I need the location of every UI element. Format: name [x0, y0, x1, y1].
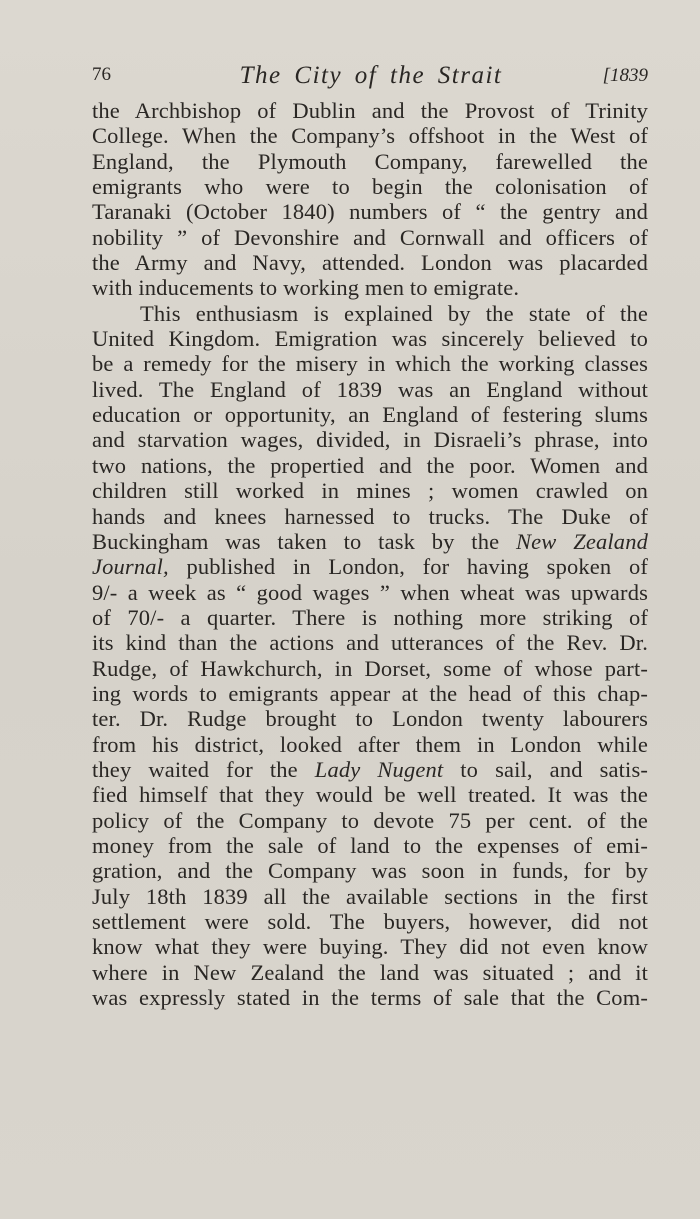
text-line [92, 554, 648, 579]
text-line: the Army and Navy, attended. London was placarded [92, 250, 648, 276]
italic-title: New Zealand [516, 528, 648, 554]
text-line: nobility ” of Devonshire and Cornwall and officers of [92, 224, 648, 250]
text-line: of 70/- a quarter. There is nothing more striking of [92, 604, 648, 630]
text-line: with inducements to working men to emigrate. [92, 275, 520, 301]
text-segment: published in London, for having spoken of [186, 554, 648, 580]
text-line: children still worked in mines ; women crawled on [92, 478, 648, 504]
running-title: The City of the Strait [239, 62, 503, 89]
text-line: This enthusiasm is explained by the state of the [140, 300, 648, 326]
text-line: money from the sale of land to the expenses of emi- [92, 832, 648, 858]
text-line: its kind than the actions and utterances of the Rev. Dr. [92, 630, 648, 656]
text-line: gration, and the Company was soon in funds, for by [92, 858, 648, 884]
text-line: settlement were sold. The buyers, however, did not [92, 909, 648, 934]
text-line: from his district, looked after them in London while [92, 731, 648, 757]
text-line: the Archbishop of Dublin and the Provost of Trinity [92, 98, 648, 123]
page-number: 76 [92, 64, 111, 85]
text-line: lived. The England of 1839 was an England without [92, 376, 648, 402]
italic-ship-name: Lady Nugent [314, 756, 444, 782]
italic-title: Journal, [92, 554, 169, 580]
text-segment: they waited for the [92, 756, 298, 782]
text-line: where in New Zealand the land was situated ; and it [92, 959, 648, 985]
text-segment: to sail, and satis- [460, 756, 648, 782]
text-line: ter. Dr. Rudge brought to London twenty labourers [92, 706, 648, 732]
text-line: United Kingdom. Emigration was sincerely believed to [92, 326, 648, 352]
running-year: [1839 [602, 65, 648, 86]
text-line: two nations, the propertied and the poor. Women and [92, 452, 648, 478]
text-line: ing words to emigrants appear at the head of this chap- [92, 680, 648, 706]
text-line: hands and knees harnessed to trucks. The Duke of [92, 503, 648, 529]
text-line: July 18th 1839 all the available sections in the first [92, 883, 648, 909]
text-line: and starvation wages, divided, in Disraeli’s phrase, into [92, 427, 648, 453]
text-line: education or opportunity, an England of festering slums [92, 402, 648, 428]
text-line: policy of the Company to devote 75 per cent. of the [92, 807, 648, 833]
text-line [92, 529, 648, 554]
text-line: Taranaki (October 1840) numbers of “ the gentry and [92, 199, 648, 225]
text-line: College. When the Company’s offshoot in the West of [92, 123, 648, 149]
body-text [92, 98, 648, 1010]
text-line: emigrants who were to begin the colonisation of [92, 174, 648, 200]
text-line: fied himself that they would be well treated. It was the [92, 782, 648, 808]
running-header [92, 62, 650, 92]
text-segment: Buckingham was taken to task by the [92, 528, 500, 554]
text-line: know what they were buying. They did not even know [92, 934, 648, 960]
text-line: be a remedy for the misery in which the working classes [92, 351, 648, 377]
text-line: 9/- a week as “ good wages ” when wheat was upwards [92, 579, 648, 605]
text-line: England, the Plymouth Company, farewelled the [92, 148, 648, 174]
text-line: was expressly stated in the terms of sale that the Com- [92, 985, 648, 1011]
text-line [92, 757, 648, 782]
text-line: Rudge, of Hawkchurch, in Dorset, some of whose part- [92, 655, 648, 681]
